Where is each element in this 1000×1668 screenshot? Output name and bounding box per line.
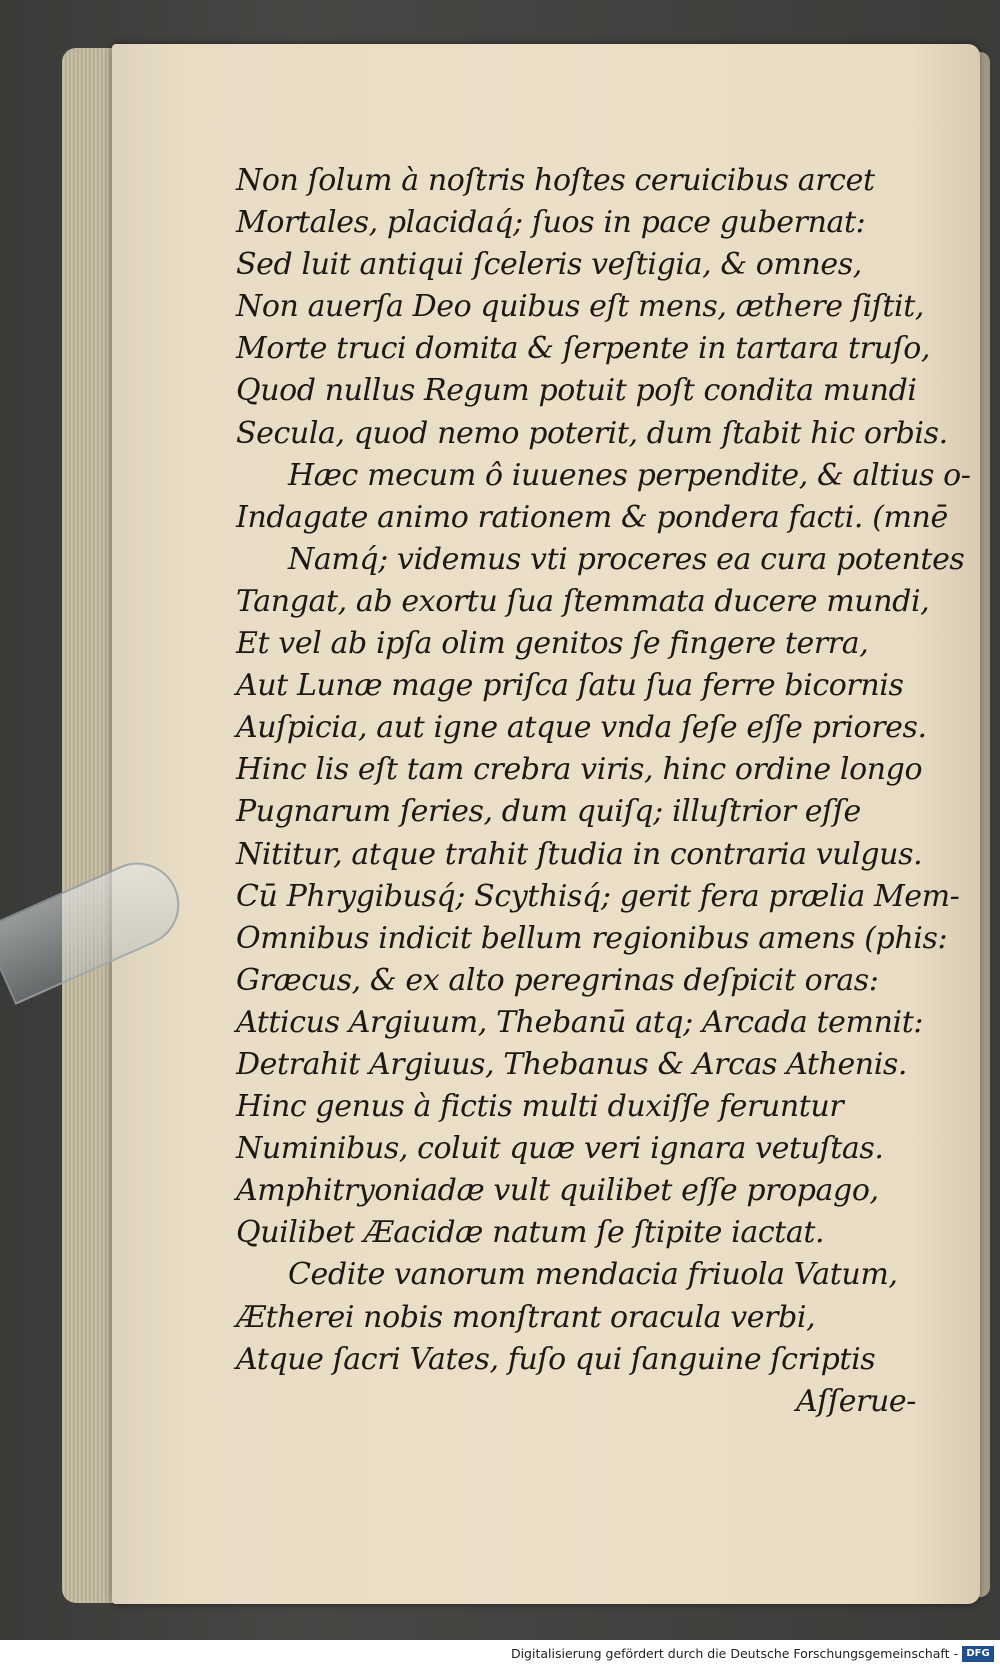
verse-line: Cedite vanorum mendacia friuola Vatum, xyxy=(288,1257,898,1293)
verse-line: Græcus, & ex alto peregrinas deſpicit oras: xyxy=(236,962,879,998)
verse-line: Non auerſa Deo quibus eſt mens, æthere ſiſtit, xyxy=(236,289,925,325)
verse-line: Et vel ab ipſa olim genitos ſe fingere terra, xyxy=(236,626,869,662)
verse-line: Hæc mecum ô iuuenes perpendite, & altius o- xyxy=(288,457,971,493)
verse-line: Quilibet Æacidæ natum ſe ſtipite iactat. xyxy=(236,1215,825,1251)
verse-line: Quod nullus Regum potuit poſt condita mundi xyxy=(236,373,917,409)
verse-line: Pugnarum ſeries, dum quiſq; illuſtrior eſſe xyxy=(236,794,861,830)
latin-verse-text xyxy=(236,160,971,1423)
verse-line: Detrahit Argiuus, Thebanus & Arcas Athenis. xyxy=(236,1046,908,1082)
verse-line: Indagate animo rationem & pondera facti. (mnē xyxy=(236,499,948,535)
verse-line: Omnibus indicit bellum regionibus amens (phis: xyxy=(236,920,948,956)
verse-line: Numinibus, coluit quæ veri ignara vetuſtas. xyxy=(236,1131,884,1167)
digitization-footer xyxy=(0,1640,1000,1668)
verse-line: Amphitryoniadæ vult quilibet eſſe propago, xyxy=(236,1173,879,1209)
verse-line: Tangat, ab exortu ſua ſtemmata ducere mundi, xyxy=(236,583,930,619)
verse-line: Atque ſacri Vates, fuſo qui ſanguine ſcriptis xyxy=(236,1341,876,1377)
verse-line: Secula, quod nemo poterit, dum ſtabit hic orbis. xyxy=(236,415,948,451)
verse-line: Atticus Argiuum, Thebanū atq; Arcada temnit: xyxy=(236,1004,924,1040)
verse-line: Sed luit antiqui ſceleris veſtigia, & omnes, xyxy=(236,247,862,283)
verse-line: Ætherei nobis monſtrant oracula verbi, xyxy=(236,1299,816,1335)
verse-line: Auſpicia, aut igne atque vnda ſeſe eſſe priores. xyxy=(236,710,927,746)
footer-credit: Digitalisierung gefördert durch die Deutsche Forschungsgemeinschaft - xyxy=(510,1646,958,1661)
verse-line: Hinc genus à fictis multi duxiſſe feruntur xyxy=(236,1089,844,1125)
verse-line: Mortales, placidaq́; ſuos in pace gubernat: xyxy=(236,205,866,241)
verse-line: Hinc lis eſt tam crebra viris, hinc ordine longo xyxy=(236,752,923,788)
verse-line: Namq́; videmus vti proceres ea cura potentes xyxy=(288,541,965,577)
catchword: Aſſerue- xyxy=(796,1383,916,1419)
dfg-logo: DFG xyxy=(962,1646,994,1662)
verse-line: Nititur, atque trahit ſtudia in contraria vulgus. xyxy=(236,836,923,872)
verse-line: Morte truci domita & ſerpente in tartara truſo, xyxy=(236,331,931,367)
verse-line: Non ſolum à noſtris hoſtes ceruicibus arcet xyxy=(236,163,875,198)
verse-line: Aut Lunæ mage priſca ſatu ſua ferre bicornis xyxy=(236,668,904,704)
verse-line: Cū Phrygibusq́; Scythisq́; gerit fera prælia Mem- xyxy=(236,878,960,914)
